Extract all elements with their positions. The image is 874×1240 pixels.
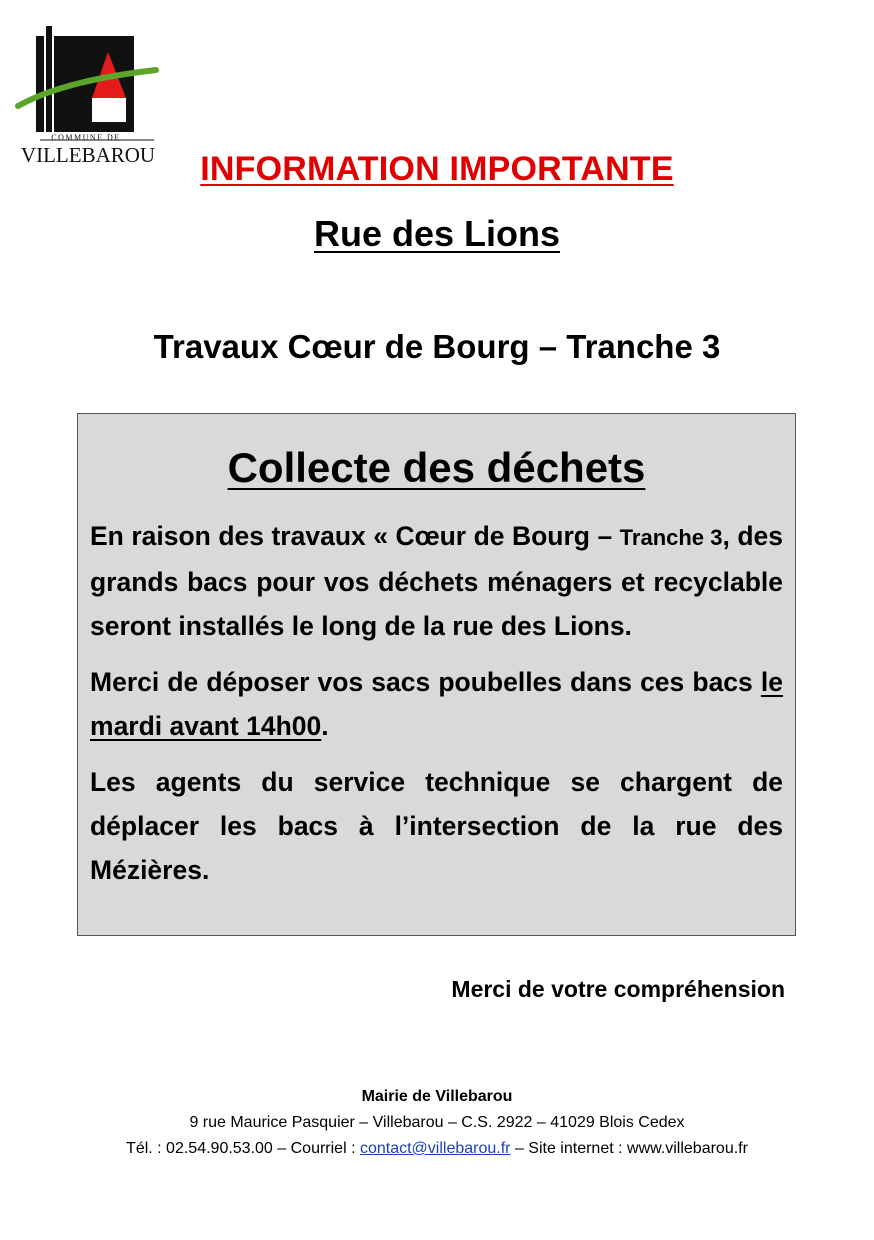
works-title: Travaux Cœur de Bourg – Tranche 3 [153,328,721,365]
notice-box [77,413,796,936]
email-link[interactable]: contact@villebarou.fr [359,1140,511,1157]
headline: INFORMATION IMPORTANTE [200,150,674,188]
footer-address: 9 rue Maurice Pasquier – Villebarou – C.S. 2922 – 41029 Blois Cedex [189,1114,685,1131]
notice-paragraph-1: En raison des travaux « Cœur de Bourg – Tranche 3, des grands bacs pour vos déchets ménagers et recyclable seront installés le long de la rue des Lions. [90,521,784,641]
footer-org: Mairie de Villebarou [361,1088,513,1105]
logo-name: VILLEBAROU [20,143,156,167]
footer [0,1084,874,1162]
logo-top-text: COMMUNE DE [51,133,121,142]
notice-paragraph-2: Merci de déposer vos sacs poubelles dans ces bacs le mardi avant 14h00. [90,667,783,741]
notice-paragraph-3: Les agents du service technique se chargent de déplacer les bacs à l’intersection de la rue des Mézières. [90,767,783,885]
footer-contact: Tél. : 02.54.90.53.00 – Courriel : contact@villebarou.fr – Site internet : www.villebarou.fr [126,1140,748,1157]
closing-thanks: Merci de votre compréhension [451,976,785,1002]
street-title: Rue des Lions [313,213,561,254]
notice-title: Collecte des déchets [227,444,646,491]
collection-deadline: le mardi avant 14h00 [90,667,783,741]
